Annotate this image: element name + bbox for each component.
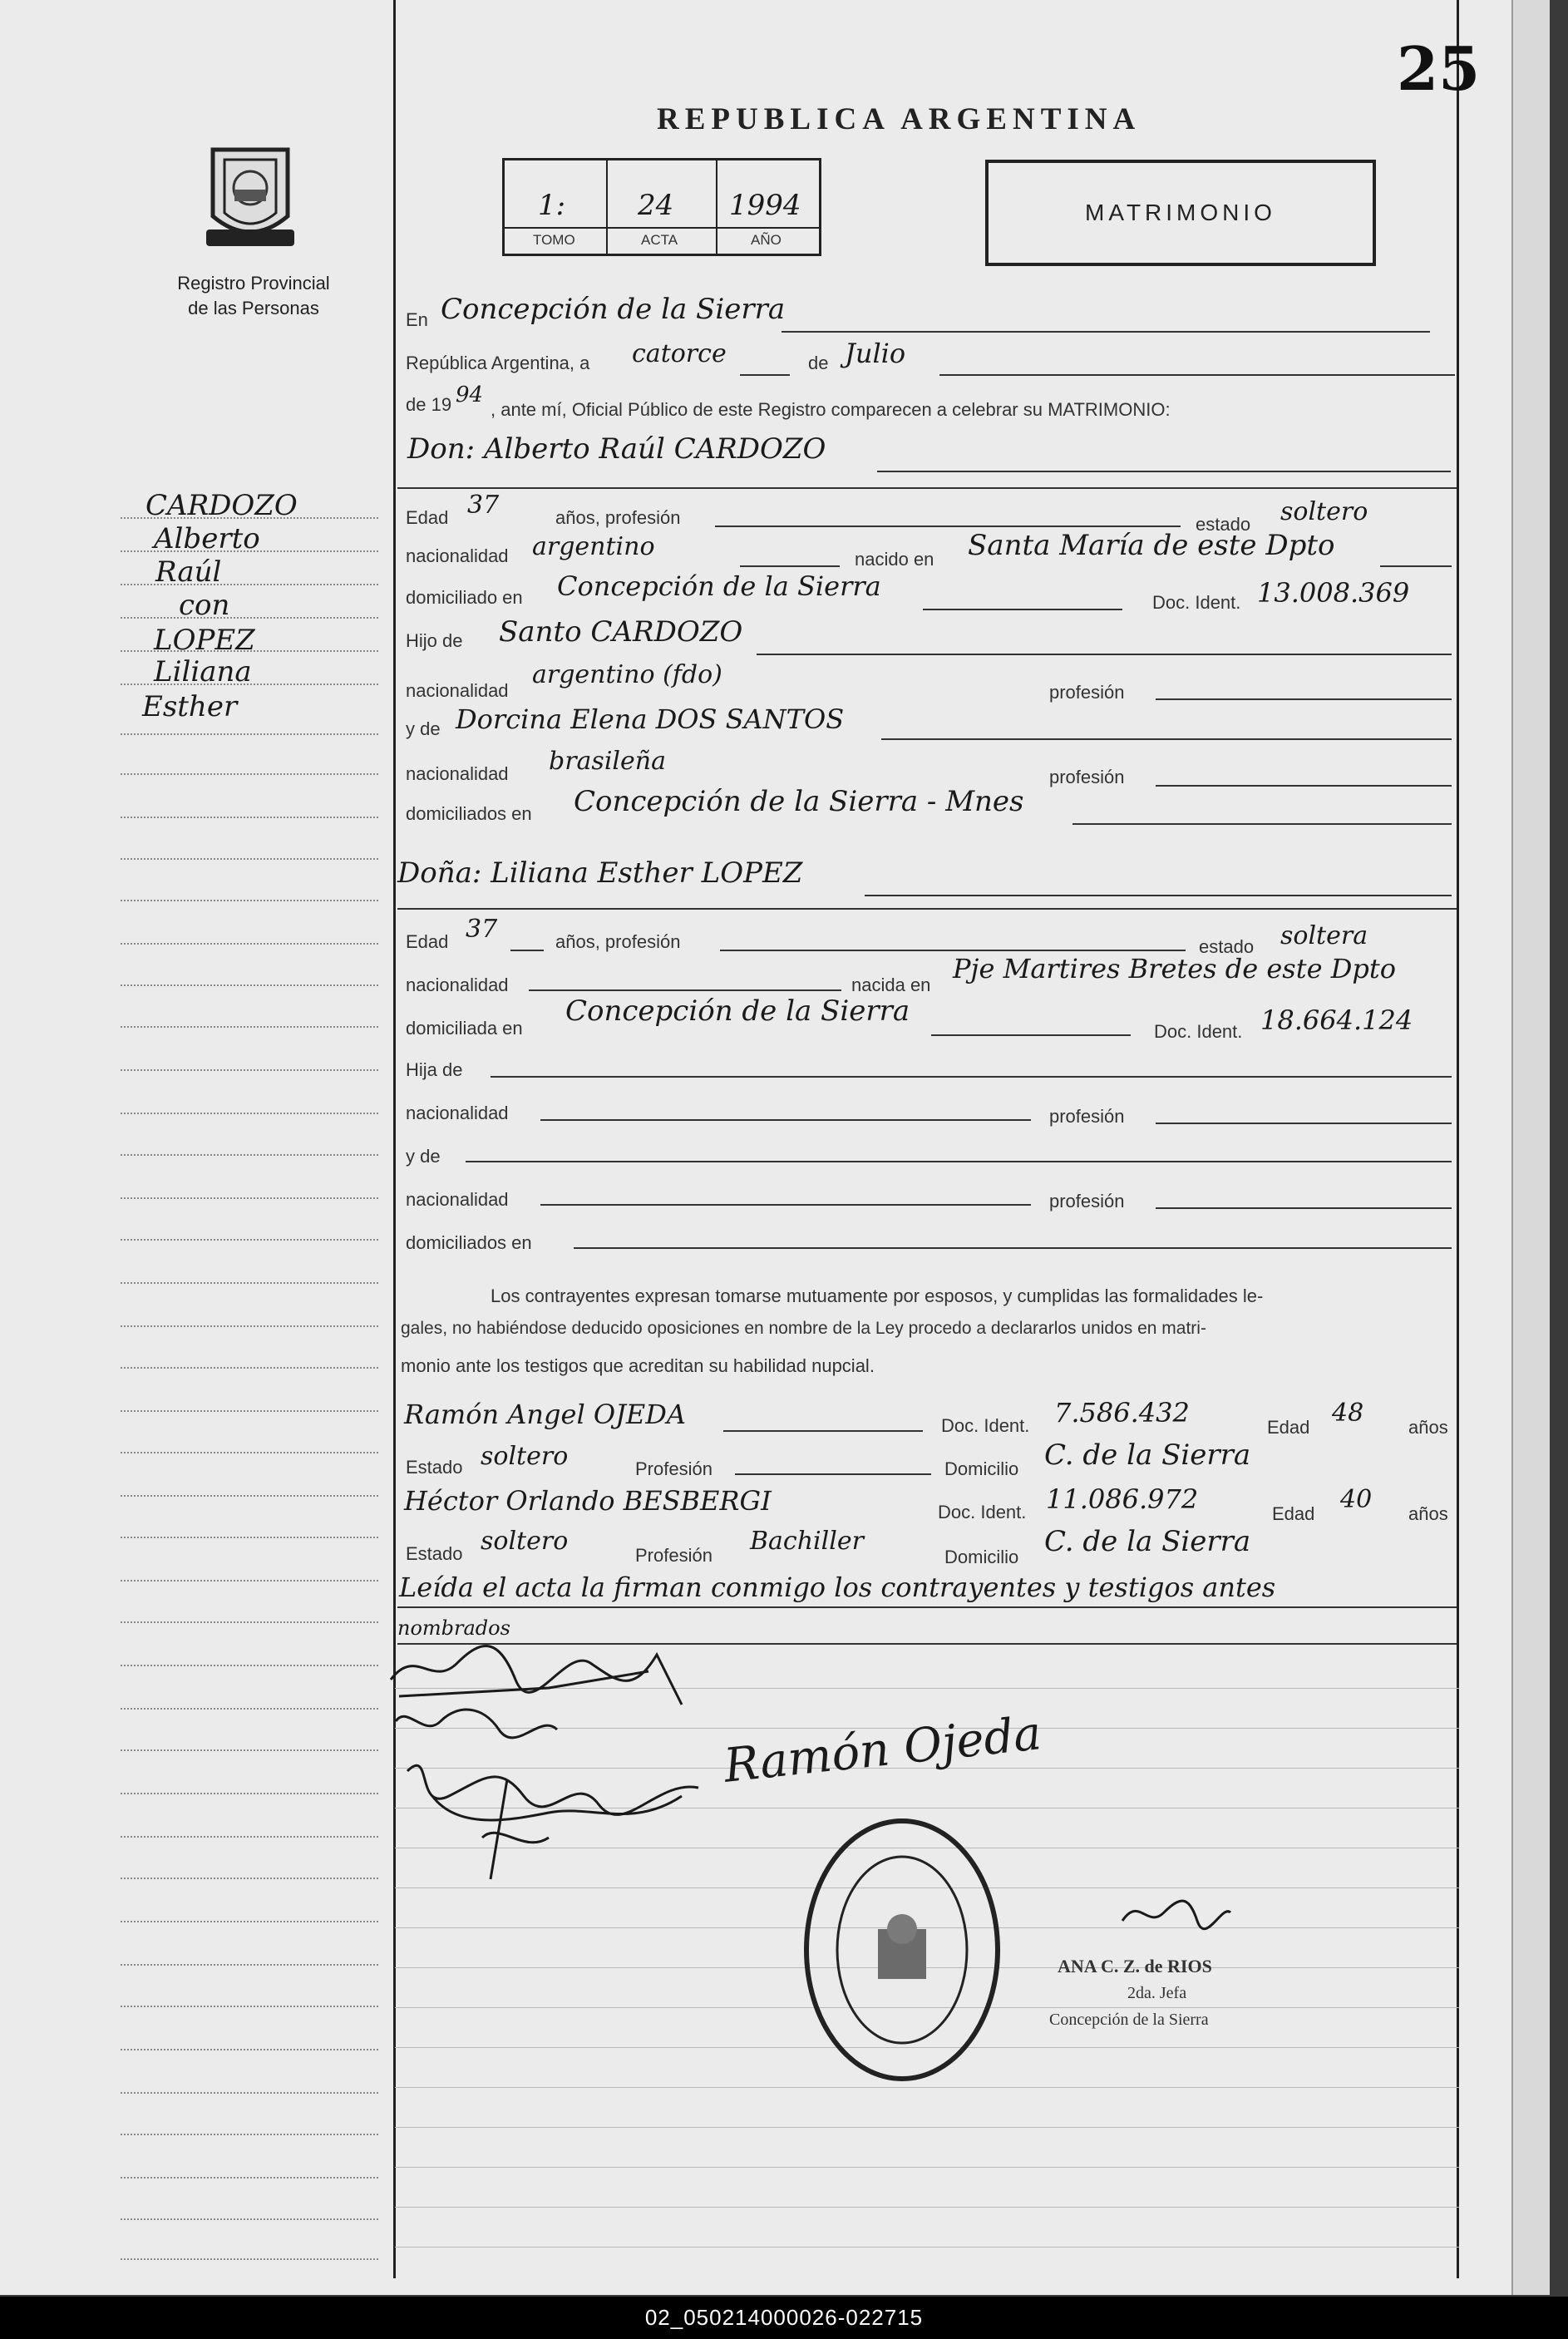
year-suffix: 94 <box>456 382 484 407</box>
witness1-edad: 48 <box>1332 1399 1364 1428</box>
acta-label: ACTA <box>641 232 678 248</box>
groom-madre: Dorcina Elena DOS SANTOS <box>456 703 845 735</box>
year-prefix: de 19 <box>406 394 452 415</box>
margin-name-1: Alberto <box>154 522 260 555</box>
groom-padres-domicilio: Concepción de la Sierra - Mnes <box>574 785 1024 818</box>
groom-madre-nac-label: nacionalidad <box>406 763 509 784</box>
groom-doc: 13.008.369 <box>1257 577 1410 609</box>
groom-padre-nac-label: nacionalidad <box>406 680 509 701</box>
bride-edad-label: Edad <box>406 931 449 952</box>
closing-line-1: Leída el acta la firman conmigo los contrayentes y testigos antes <box>399 1572 1276 1603</box>
bride-hija-label: Hija de <box>406 1059 463 1080</box>
declaration-line-1: Los contrayentes expresan tomarse mutuamente por esposos, y cumplidas las formalidades le- <box>491 1285 1264 1306</box>
bride-dom-label: domiciliada en <box>406 1018 523 1039</box>
witness1-domicilio: C. de la Sierra <box>1044 1438 1251 1472</box>
witness1-edad-label: Edad <box>1267 1417 1310 1438</box>
bride-edad: 37 <box>466 915 498 944</box>
ano-label: AÑO <box>751 232 782 248</box>
groom-nac-label: nacionalidad <box>406 545 509 566</box>
margin-name-2: Raúl <box>155 555 222 589</box>
bride-nacida: Pje Martires Bretes de este Dpto <box>953 953 1396 984</box>
witness1-domicilio-label: Domicilio <box>944 1458 1019 1479</box>
witness2-edad-label: Edad <box>1272 1503 1315 1524</box>
record-type-label: MATRIMONIO <box>1085 200 1276 225</box>
groom-nacido: Santa María de este Dpto <box>968 529 1335 562</box>
page-number: 25 <box>1397 33 1481 104</box>
margin-name-5: Liliana <box>154 655 252 688</box>
official-place: Concepción de la Sierra <box>1049 2011 1209 2029</box>
bride-nacida-label: nacida en <box>851 975 931 995</box>
registry-name <box>125 271 382 321</box>
margin-rule-right <box>1457 0 1459 2278</box>
groom-estado: soltero <box>1280 497 1368 526</box>
witness2-anos-label: años <box>1408 1503 1448 1524</box>
witness1-anos-label: años <box>1408 1417 1448 1438</box>
witness-signature: Ramón Ojeda <box>721 1706 1044 1794</box>
acta-value: 24 <box>638 189 674 222</box>
witness1-doc-label: Doc. Ident. <box>941 1415 1030 1436</box>
bride-name: Doña: Liliana Esther LOPEZ <box>397 856 803 890</box>
bride-madre-nac-label: nacionalidad <box>406 1189 509 1210</box>
groom-dom-label: domiciliado en <box>406 587 523 608</box>
official-stamp <box>798 1813 1006 2087</box>
witness2-estado-label: Estado <box>406 1543 463 1564</box>
intro-statement: , ante mí, Oficial Público de este Registro comparecen a celebrar su MATRIMONIO: <box>491 399 1171 420</box>
groom-padre: Santo CARDOZO <box>499 615 743 649</box>
day-value: catorce <box>632 339 727 368</box>
witness2-profesion-label: Profesión <box>635 1545 713 1566</box>
province-seal <box>198 140 303 256</box>
groom-edad: 37 <box>467 491 500 520</box>
bride-doc-label: Doc. Ident. <box>1154 1021 1243 1042</box>
page-edge <box>1511 0 1550 2295</box>
witness1-estado: soltero <box>481 1442 569 1471</box>
record-index-box <box>502 158 821 256</box>
bride-padres-dom-label: domiciliados en <box>406 1232 532 1253</box>
witness1-estado-label: Estado <box>406 1457 463 1478</box>
witness1-doc: 7.586.432 <box>1054 1397 1190 1429</box>
groom-madre-nac: brasileña <box>549 747 666 776</box>
official-title: 2da. Jefa <box>1127 1984 1187 2002</box>
bride-estado: soltera <box>1280 921 1368 950</box>
margin-name-4: LOPEZ <box>154 624 255 657</box>
registry-name-line2: de las Personas <box>188 298 319 318</box>
margin-name-3: con <box>179 589 230 622</box>
groom-name: Don: Alberto Raúl CARDOZO <box>407 432 826 466</box>
groom-domicilio: Concepción de la Sierra <box>557 570 881 602</box>
groom-yde-label: y de <box>406 718 441 739</box>
official-signature <box>1114 1887 1239 1942</box>
month-value: Julio <box>845 338 906 369</box>
bride-nac-label: nacionalidad <box>406 975 509 995</box>
groom-doc-label: Doc. Ident. <box>1152 592 1241 613</box>
groom-padres-dom-label: domiciliados en <box>406 803 532 824</box>
bride-domicilio: Concepción de la Sierra <box>565 994 910 1028</box>
groom-profesion-label: años, profesión <box>555 507 681 528</box>
bride-doc: 18.664.124 <box>1260 1004 1413 1036</box>
ano-value: 1994 <box>729 189 801 222</box>
witness2-domicilio-label: Domicilio <box>944 1547 1019 1567</box>
record-type-box <box>985 160 1376 266</box>
tomo-value: 1: <box>538 189 566 222</box>
en-label: En <box>406 309 428 330</box>
place-value: Concepción de la Sierra <box>441 293 786 326</box>
republica-label: República Argentina, a <box>406 353 590 373</box>
official-name: ANA C. Z. de RIOS <box>1058 1956 1212 1976</box>
witness2-estado: soltero <box>481 1527 569 1556</box>
declaration-line-2: gales, no habiéndose deducido oposiciones en nombre de la Ley procedo a declararlos unidos en matri- <box>401 1319 1206 1338</box>
bride-padre-prof-label: profesión <box>1049 1106 1125 1127</box>
bride-estado-label: estado <box>1199 936 1255 957</box>
witness2-domicilio: C. de la Sierra <box>1044 1525 1251 1558</box>
groom-nacionalidad: argentino <box>532 532 655 561</box>
groom-edad-label: Edad <box>406 507 449 528</box>
margin-rule-left <box>393 0 396 2278</box>
witness2-profesion: Bachiller <box>750 1527 864 1556</box>
groom-madre-prof-label: profesión <box>1049 767 1125 787</box>
groom-padre-prof-label: profesión <box>1049 682 1125 703</box>
bride-padre-nac-label: nacionalidad <box>406 1103 509 1123</box>
groom-hijo-label: Hijo de <box>406 630 463 651</box>
groom-padre-nac: argentino (fdo) <box>532 660 722 689</box>
groom-estado-label: estado <box>1196 514 1251 535</box>
closing-line-2: nombrados <box>397 1616 510 1640</box>
witness2-doc: 11.086.972 <box>1046 1483 1199 1515</box>
witness2-edad: 40 <box>1340 1485 1373 1514</box>
margin-name-6: Esther <box>142 690 238 723</box>
declaration-line-3: monio ante los testigos que acreditan su habilidad nupcial. <box>401 1355 875 1376</box>
registry-name-line1: Registro Provincial <box>177 273 330 294</box>
witness2-doc-label: Doc. Ident. <box>938 1502 1027 1522</box>
de-label-month: de <box>808 353 829 373</box>
country-title: REPUBLICA ARGENTINA <box>657 102 1141 136</box>
bride-madre-prof-label: profesión <box>1049 1191 1125 1211</box>
witness2-name: Héctor Orlando BESBERGI <box>404 1485 772 1517</box>
bride-profesion-label: años, profesión <box>555 931 681 952</box>
tomo-label: TOMO <box>533 232 575 248</box>
witness1-name: Ramón Angel OJEDA <box>404 1399 687 1430</box>
bride-yde-label: y de <box>406 1146 441 1167</box>
witness1-profesion-label: Profesión <box>635 1458 713 1479</box>
groom-nacido-label: nacido en <box>855 549 934 570</box>
footer-code: 02_050214000026-022715 <box>0 2297 1568 2339</box>
margin-name-0: CARDOZO <box>145 489 298 522</box>
